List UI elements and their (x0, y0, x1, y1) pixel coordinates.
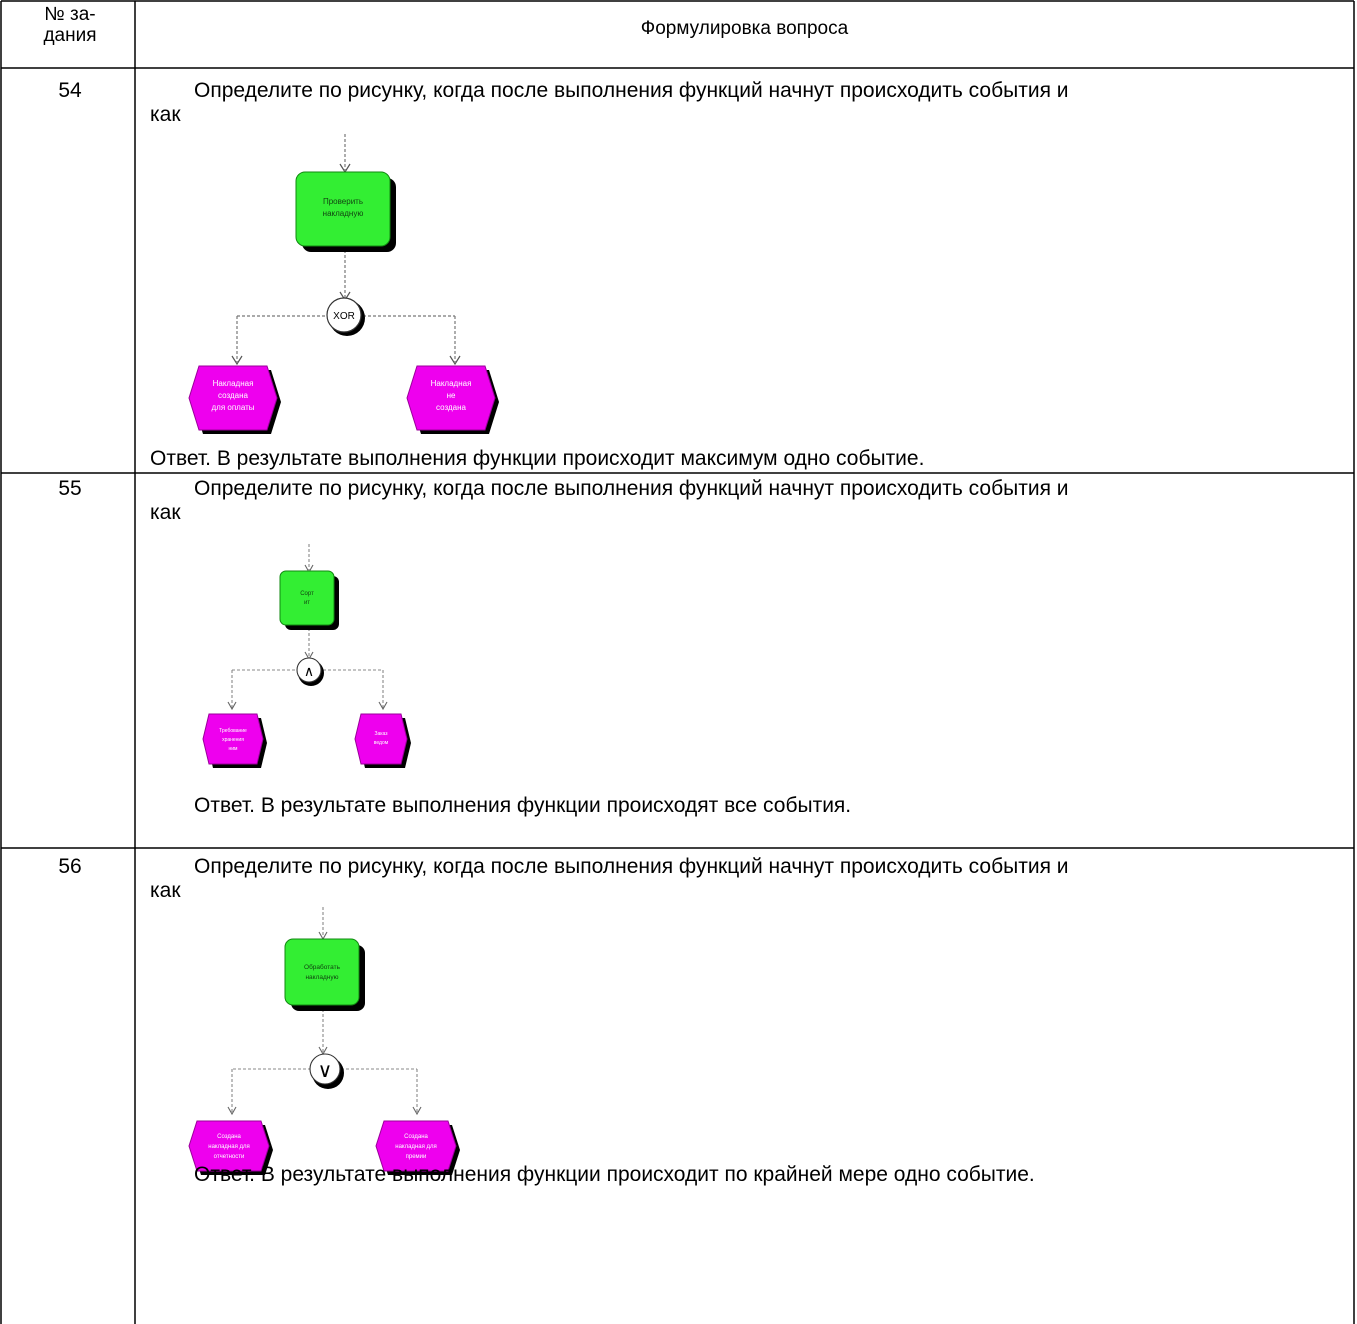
event-right-line1: Создана (404, 1134, 428, 1140)
answer-text: Ответ. В результате выполнения функции происходит по крайней мере одно событие. (194, 1163, 1035, 1186)
function-label-line1: Сорт (300, 591, 314, 597)
question-text-line2: как (150, 501, 181, 524)
function-box (280, 571, 334, 625)
epc-diagram-or (185, 905, 475, 1185)
question-text-line2: как (150, 879, 181, 902)
event-left-line1: Накладная (212, 379, 254, 388)
question-text-line1: Определите по рисунку, когда после выполнения функций начнут происходить события и (194, 79, 1069, 102)
event-right-line2: не (446, 391, 456, 400)
event-right-line3: премии (405, 1154, 427, 1160)
header-question-title: Формулировка вопроса (640, 18, 849, 39)
answer-text: Ответ. В результате выполнения функции происходят все события. (194, 794, 852, 817)
or-label: ∨ (317, 1058, 333, 1082)
event-right-line2: ведом (373, 740, 389, 746)
function-label-line2: накладную (322, 209, 364, 218)
event-right-line3: создана (436, 403, 466, 412)
epc-diagram-and (185, 540, 425, 780)
event-left-line2: создана (218, 391, 248, 400)
event-right (355, 714, 407, 764)
event-left-line1: Требование (219, 728, 247, 734)
question-text-line1: Определите по рисунку, когда после выполнения функций начнут происходить события и (194, 855, 1069, 878)
xor-label: XOR (333, 311, 355, 322)
event-right-line1: Накладная (430, 379, 472, 388)
epc-diagram-xor (185, 130, 515, 440)
task-number: 54 (58, 79, 82, 102)
function-label-line2: ит (303, 600, 311, 606)
event-left-line3: ним (228, 746, 238, 752)
header-task-number-line2: дания (43, 25, 97, 46)
function-label-line1: Проверить (322, 197, 364, 206)
event-left-line2: хранения (222, 737, 244, 743)
task-number: 55 (58, 477, 82, 500)
event-left-line3: отчетности (213, 1154, 245, 1160)
event-left-line1: Создана (217, 1134, 241, 1140)
event-left-line3: для оплаты (211, 403, 255, 412)
question-text-line2: как (150, 103, 181, 126)
event-right-line1: Заказ (374, 731, 388, 737)
task-number: 56 (58, 855, 82, 878)
header-task-number-line1: № за- (44, 4, 96, 25)
function-label-line1: Обработать (304, 964, 340, 971)
function-label-line2: накладную (305, 974, 339, 981)
event-left-line2: накладная для (208, 1144, 250, 1150)
question-text-line1: Определите по рисунку, когда после выполнения функций начнут происходить события и (194, 477, 1069, 500)
and-label: ∧ (303, 664, 315, 680)
answer-text: Ответ. В результате выполнения функции происходит максимум одно событие. (150, 447, 925, 470)
event-right-line2: накладная для (395, 1144, 437, 1150)
function-box (285, 939, 359, 1005)
